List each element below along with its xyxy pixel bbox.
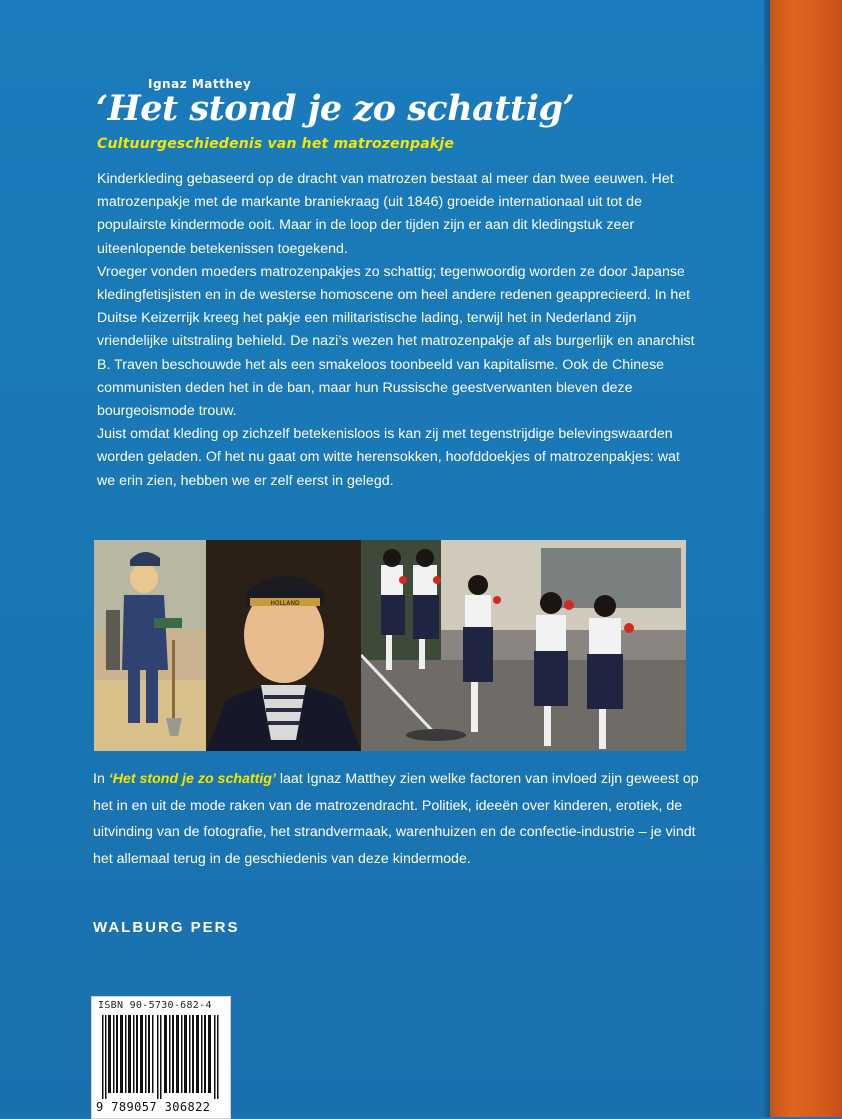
author-name: Ignaz Matthey [148,77,252,91]
photo-boy-portrait [206,540,361,751]
barcode-bars [102,1015,220,1099]
blurb-paragraph: Vroeger vonden moeders matrozenpakjes zo schattig; tegenwoordig worden ze door Japanse kledingfetisjisten en in de westerse homoscene om heel andere redenen geapprecieerd. In het Duitse Keizerrijk kreeg het pakje een militaristische lading, terwijl het in Nederland zijn vriendelijke uitstraling behield. De nazi’s wezen het matrozenpakje af als burgerlijk en anarchist B. Traven beschouwde het als een smakeloos toonbeeld van kapitalisme. Ook de Chinese communisten deden het in de ban, maar hun Russische geestverwanten bleven deze bourgeoismode trouw. [97,263,695,420]
publisher-name: WALBURG PERS [93,919,240,936]
isbn-number: ISBN 90-5730-682-4 [98,1000,212,1011]
barcode-label [91,996,231,1119]
photo-japanese-schoolgirls [361,540,686,751]
ean-number: 9 789057 306822 [96,1100,211,1114]
photo-boy-with-spade [94,540,206,751]
book-title: ‘Het stond je zo schattig’ [96,88,575,129]
photo-strip [94,540,686,751]
summary-title-highlight: ‘Het stond je zo schattig’ [108,771,276,787]
summary-prefix: In [93,771,109,787]
blurb-paragraph: Juist omdat kleding op zichzelf betekenisloos is kan zij met tegenstrijdige belevingswaarden worden geladen. Of het nu gaat om witte herensokken, hoofddoekjes of matrozenpakjes: wat we erin zien, hebben we er zelf eerst in gelegd. [97,426,680,489]
book-subtitle: Cultuurgeschiedenis van het matrozenpakje [97,136,455,152]
summary-body: laat Ignaz Matthey zien welke factoren van invloed zijn geweest op het in en uit de mode raken van de matrozendracht. Politiek, ideeën over kinderen, erotiek, de uitvinding van de fotografie, het strandvermaak, warenhuizen en de confectie-industrie – je vindt het allemaal terug in de geschiedenis van deze kindermode. [93,771,699,867]
cap-band-text: HOLLAND [270,600,300,607]
book-spine [770,0,842,1117]
summary-text [93,766,718,872]
blurb-paragraph: Kinderkleding gebaseerd op de dracht van matrozen bestaat al meer dan twee eeuwen. Het matrozenpakje met de markante braniekraag (uit 1846) groeide internationaal uit tot de populairste kindermode ooit. Maar in de loop der tijden zijn er aan dit kledingstuk zeer uiteenlopende betekenissen toegekend. [97,171,674,257]
blurb-text [97,168,697,493]
